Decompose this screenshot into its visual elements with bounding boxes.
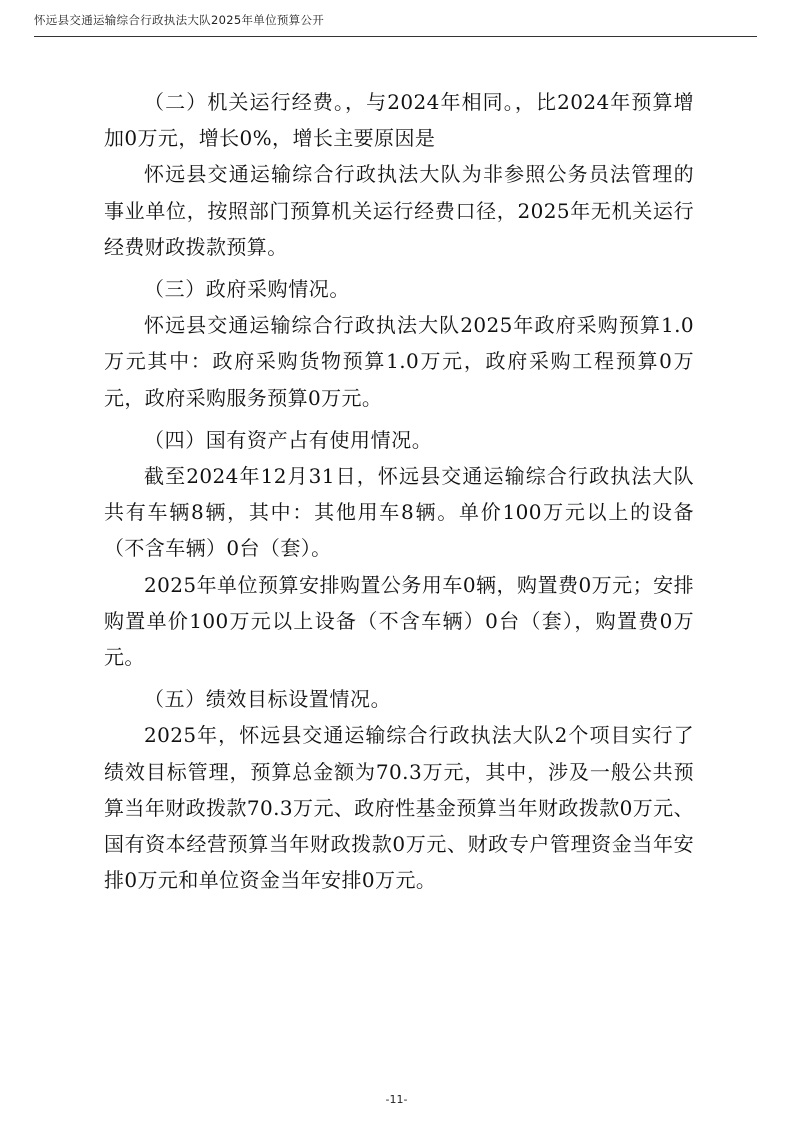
section-2-heading: （二）机关运行经费。 xyxy=(144,90,346,114)
section-4-heading: （四）国有资产占有使用情况。 xyxy=(144,427,433,452)
page-header-title: 怀远县交通运输综合行政执法大队2025年单位预算公开 xyxy=(34,13,325,27)
document-body xyxy=(104,84,694,898)
section-4-paragraph-2: 2025年单位预算安排购置公务用车0辆，购置费0万元；安排购置单价100万元以上设备（不含车辆）0台（套），购置费0万元。 xyxy=(104,572,694,670)
section-2-paragraph-2: 怀远县交通运输综合行政执法大队为非参照公务员法管理的事业单位，按照部门预算机关运行经费口径，2025年无机关运行经费财政拨款预算。 xyxy=(104,162,694,259)
section-4-paragraph-1: 截至2024年12月31日，怀远县交通运输综合行政执法大队共有车辆8辆，其中：其他用车8辆。单价100万元以上的设备（不含车辆）0台（套）。 xyxy=(104,464,694,561)
header-divider xyxy=(34,36,757,37)
section-2-paragraph-1 xyxy=(104,84,694,156)
section-5-paragraph-1: 2025年，怀远县交通运输综合行政执法大队2个项目实行了绩效目标管理，预算总金额为70.3万元，其中，涉及一般公共预算当年财政拨款70.3万元、政府性基金预算当年财政拨款0万元、国有资本经营预算当年财政拨款0万元、财政专户管理资金当年安排0万元和单位资金当年安排0万元。 xyxy=(104,723,694,893)
section-2-paragraph-1-text: ，与2024年相同。，比2024年预算增加0万元，增长0%，增长主要原因是 xyxy=(104,90,695,151)
section-3-heading: （三）政府采购情况。 xyxy=(144,277,350,302)
section-5-heading: （五）绩效目标设置情况。 xyxy=(144,687,392,712)
section-3-paragraph-1: 怀远县交通运输综合行政执法大队2025年政府采购预算1.0万元其中：政府采购货物预算1.0万元，政府采购工程预算0万元，政府采购服务预算0万元。 xyxy=(104,313,694,410)
page-number: -11- xyxy=(385,1093,408,1106)
